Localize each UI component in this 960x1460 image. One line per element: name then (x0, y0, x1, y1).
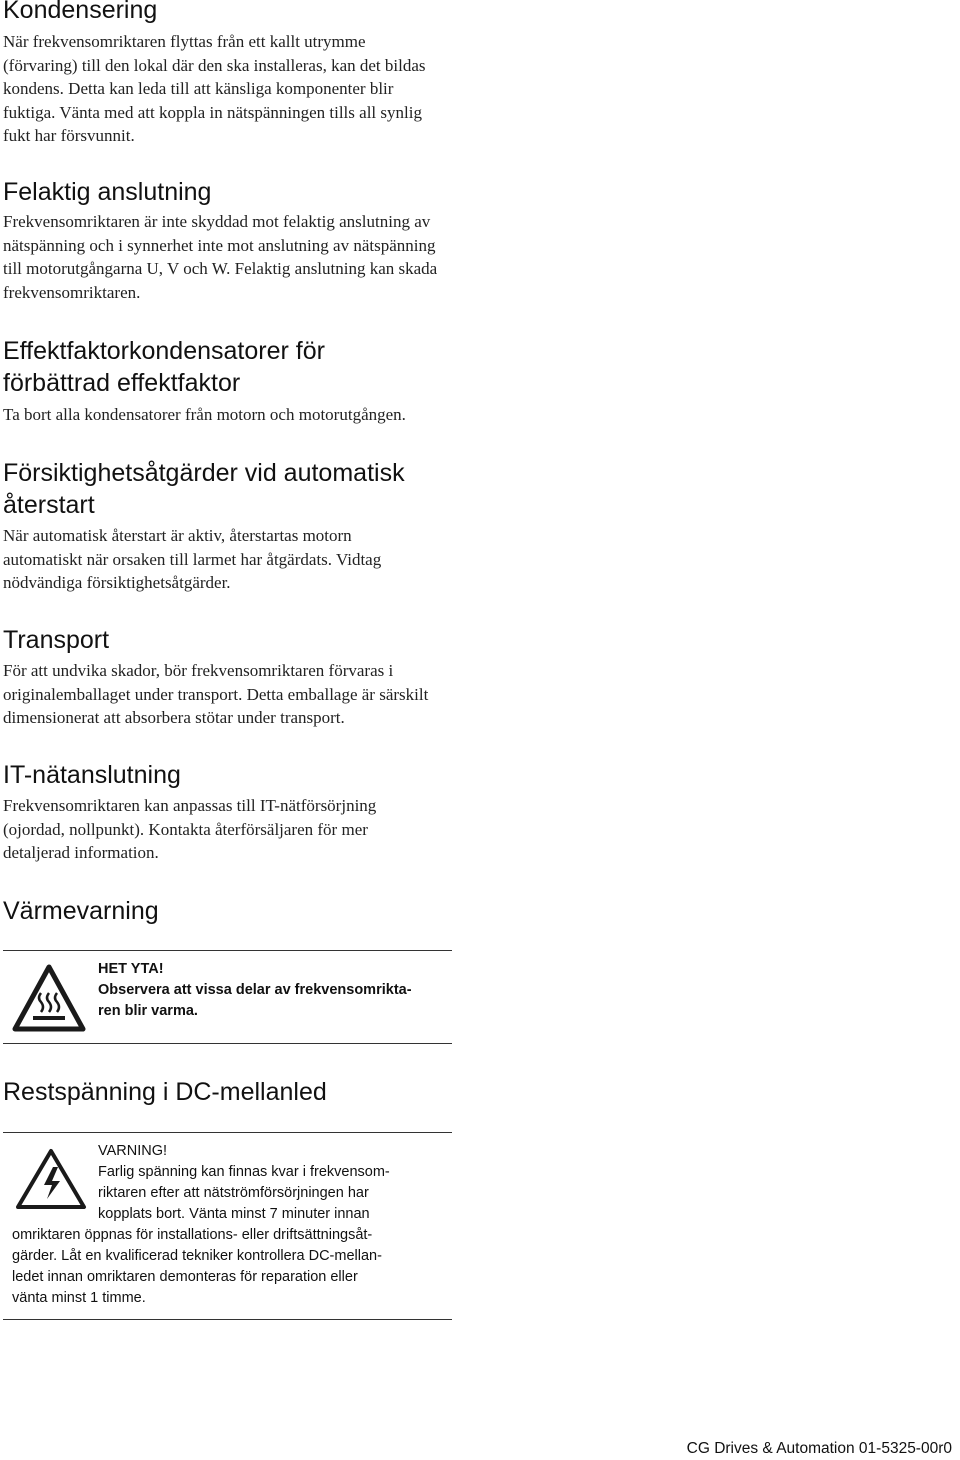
residual-voltage-warning-line: riktaren efter att nätströmförsörjningen har (98, 1185, 369, 1201)
heading-it-natanslutning: IT-nätanslutning (3, 761, 181, 789)
residual-voltage-warning-heading: VARNING! (98, 1143, 168, 1159)
hot-surface-warning-box (3, 950, 452, 1044)
residual-voltage-warning-line: vänta minst 1 timme. (12, 1290, 146, 1306)
residual-voltage-warning-line: gärder. Låt en kvalificerad tekniker kontrollera DC-mellan- (12, 1248, 382, 1264)
heading-aterstart-line2: återstart (3, 491, 95, 519)
residual-voltage-warning-text-bottom (12, 1225, 382, 1309)
body-effektfaktor: Ta bort alla kondensatorer från motorn och motorutgången. (3, 405, 406, 424)
residual-voltage-warning-text-top (98, 1141, 390, 1225)
hot-surface-warning-text (98, 959, 412, 1022)
heading-varmevarning: Värmevarning (3, 897, 159, 925)
heading-effektfaktor-line2: förbättrad effektfaktor (3, 369, 241, 397)
residual-voltage-warning-line: omriktaren öppnas för installations- eller driftsättningsåt- (12, 1227, 373, 1243)
hot-surface-warning-line: ren blir varma. (98, 1003, 198, 1019)
residual-voltage-warning-line: ledet innan omriktaren demonteras för reparation eller (12, 1269, 358, 1285)
page-footer: CG Drives & Automation 01-5325-00r0 (686, 1440, 952, 1457)
heading-aterstart-line1: Försiktighetsåtgärder vid automatisk (3, 459, 405, 487)
body-aterstart: När automatisk återstart är aktiv, återstartas motorn automatiskt när orsaken till larmet har åtgärdats. Vidtag nödvändiga försiktighetsåtgärder. (3, 526, 382, 592)
body-transport: För att undvika skador, bör frekvensomriktaren förvaras i originalemballaget under transport. Detta emballage är särskilt dimensionerat att absorbera stötar under transport. (3, 661, 429, 727)
heading-transport: Transport (3, 626, 110, 654)
body-felaktig-anslutning: Frekvensomriktaren är inte skyddad mot felaktig anslutning av nätspänning och i synnerhet inte mot anslutning av nätspänning till motorutgångarna U, V och W. Felaktig anslutning kan skada frekvensomriktaren. (3, 212, 438, 302)
residual-voltage-warning-line: Farlig spänning kan finnas kvar i frekvensom- (98, 1164, 390, 1180)
heading-felaktig-anslutning: Felaktig anslutning (3, 178, 212, 206)
body-it-natanslutning: Frekvensomriktaren kan anpassas till IT-nätförsörjning (ojordad, nollpunkt). Kontakta återförsäljaren för mer detaljerad information. (3, 796, 377, 862)
hot-surface-warning-line: Observera att vissa delar av frekvensomrikta- (98, 982, 412, 998)
heading-kondensering: Kondensering (3, 0, 158, 24)
residual-voltage-warning-line: kopplats bort. Vänta minst 7 minuter innan (98, 1206, 370, 1222)
heading-aterstart (3, 457, 405, 521)
heading-effektfaktor-line1: Effektfaktorkondensatorer för (3, 337, 325, 365)
electric-shock-warning-icon (14, 1147, 88, 1211)
residual-voltage-warning-box (3, 1132, 452, 1320)
heading-restspanning: Restspänning i DC-mellanled (3, 1078, 327, 1106)
hot-surface-warning-icon (11, 963, 87, 1033)
hot-surface-warning-heading: HET YTA! (98, 961, 164, 977)
heading-effektfaktor (3, 335, 325, 399)
body-kondensering: När frekvensomriktaren flyttas från ett kallt utrymme (förvaring) till den lokal där den ska installeras, kan det bildas kondens. Detta kan leda till att känsliga komponenter blir fuktiga. Vänta med att koppla in nätspänningen tills all synlig fukt har försvunnit. (3, 32, 426, 145)
